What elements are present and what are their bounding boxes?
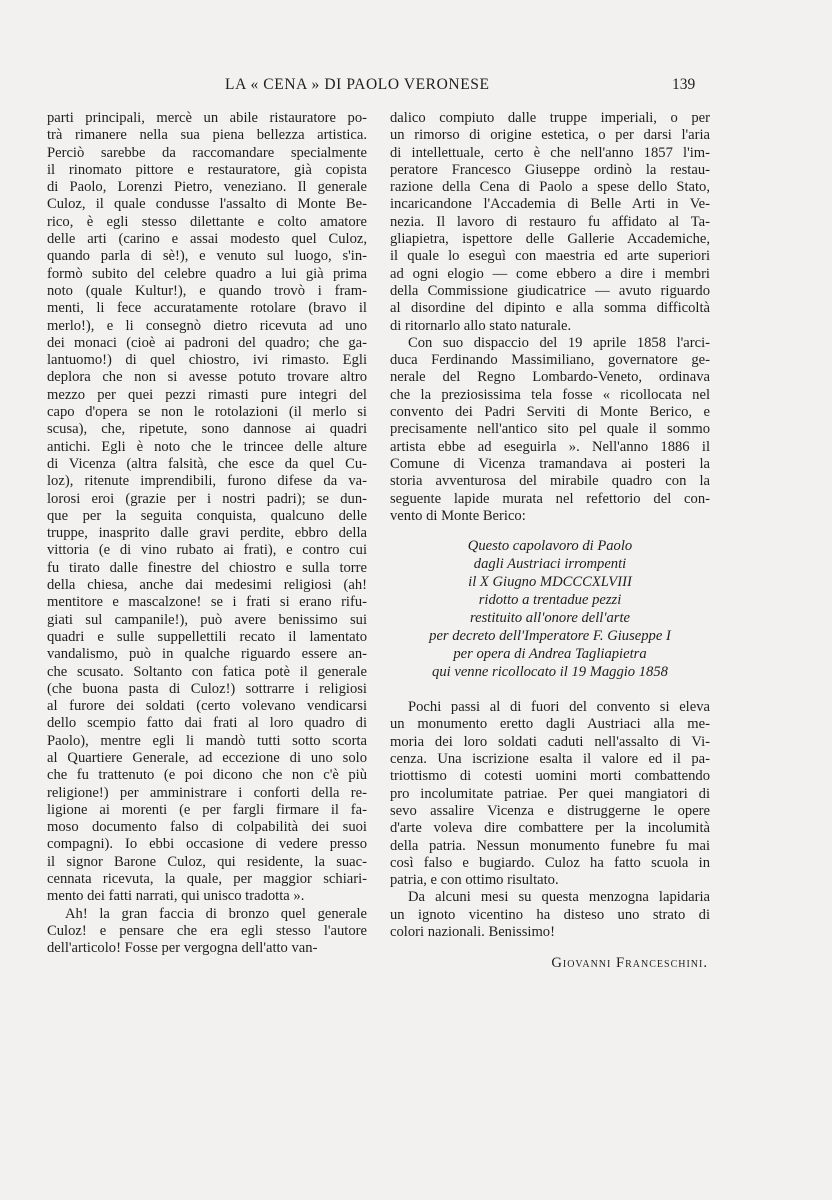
text-line: Paolo), mentre egli li mandò tutti sotto scorta <box>47 732 367 749</box>
text-line: lorosi eroi (grazie per i nostri padri); se dun- <box>47 490 367 507</box>
text-line: al furore dei soldati (certo volevano vendicarsi <box>47 698 367 715</box>
text-line: Ah! la gran faccia di bronzo quel generale <box>65 905 367 922</box>
text-line: fu tirato dalle finestre del chiostro e sulla torre <box>47 559 367 576</box>
text-line: artista ebbe ad eseguirla ». Nell'anno 1886 il <box>390 438 710 455</box>
text-line: al disordine del dipinto e alla somma difficoltà <box>390 300 710 317</box>
text-line: della patria. Nessun monumento funebre fu mai <box>390 837 710 854</box>
text-line: il rinomato pittore e restauratore, già copista <box>47 161 367 178</box>
text-line: lantuomo!) di quel chiostro, ivi rimasto. Egli <box>47 352 367 369</box>
text-line: compagni). Io ebbi occasione di vedere presso <box>47 836 367 853</box>
text-line: che fu trattenuto (e poi dicono che non c'è più <box>47 767 367 784</box>
text-line: di Paolo, Lorenzi Pietro, veneziano. Il generale <box>47 179 367 196</box>
text-line: truppe, inasprito dalle gravi perdite, ebbro della <box>47 525 367 542</box>
text-line: giati sul campanile!), può avere benissimo sui <box>47 611 367 628</box>
text-line: vandalismo, può in qualche riguardo essere an- <box>47 646 367 663</box>
text-line: menti, li fece accuratamente rotolare (bravo il <box>47 300 367 317</box>
text-line: trà rimanere nella sua piena bellezza artistica. <box>47 127 367 144</box>
inscription-line: restituito all'onore dell'arte <box>469 610 630 627</box>
text-line: delle arti (carino e assai modesto quel Culoz, <box>47 231 367 248</box>
text-line: noto (quale Kultur!), e quando trovò i fram- <box>47 282 367 299</box>
text-line: Da alcuni mesi su questa menzogna lapidaria <box>408 889 710 906</box>
text-line: merlo!), e li consegnò dietro ricevuta ad uno <box>47 317 367 334</box>
text-line: religione!) per amministrare i conforti della re- <box>47 784 367 801</box>
text-line: un rimorso di origine estetica, o per darsi l'aria <box>390 127 710 144</box>
text-line: incaricandone l'Accademia di Belle Arti in Ve- <box>390 196 710 213</box>
text-line: un ignoto vicentino ha disteso uno strato di <box>390 906 710 923</box>
page-number: 139 <box>672 76 696 93</box>
text-line: deplora che non si avesse potuto trovare altro <box>47 369 367 386</box>
text-line: patria, e con ottimo risultato. <box>390 872 559 889</box>
text-line: razione della Cena di Paolo a spese dello Stato, <box>390 179 710 196</box>
text-line: scusa), che, ripetute, sono dannose ai quadri <box>47 421 367 438</box>
text-line: di intellettuale, certo è che nell'anno 1857 l'im- <box>390 144 710 161</box>
running-title: LA « CENA » DI PAOLO VERONESE <box>225 76 490 93</box>
text-line: formò subito del celebre quadro a lui già prima <box>47 265 367 282</box>
text-line: capo d'opera se non le rotolazioni (il merlo si <box>47 404 367 421</box>
text-line: dei monaci (cioè ai padroni del quadro; che ga- <box>47 334 367 351</box>
inscription-line: dagli Austriaci irrompenti <box>473 556 627 573</box>
text-line: vittoria (e di vino rubato ai frati), e contro cui <box>47 542 367 559</box>
text-line: pro incolumitate patriae. Per quei mangiatori di <box>390 785 710 802</box>
text-line: peratore Francesco Giuseppe ordinò la restau- <box>390 161 710 178</box>
text-line: di ritornarlo allo stato naturale. <box>390 317 572 334</box>
text-line: loz), ritenute imprendibili, furono difese da va- <box>47 473 367 490</box>
text-line: seguente lapide murata nel refettorio del con- <box>390 490 710 507</box>
text-line: (che buona pasta di Culoz!) sottrarre i religiosi <box>47 680 367 697</box>
right-column-top-text <box>390 110 710 525</box>
text-line: precisamente nell'antico sito pel quale il sommo <box>390 421 710 438</box>
text-line: che scusato. Soltanto con fatica potè il generale <box>47 663 367 680</box>
text-line: dalico compiuto dalle truppe imperiali, o per <box>390 110 710 126</box>
left-column <box>47 110 367 958</box>
text-line: antichi. Egli è noto che le trincee delle alture <box>47 438 367 455</box>
right-column <box>390 110 710 973</box>
text-line: Culoz, il quale condusse l'assalto di Monte Be- <box>47 196 367 213</box>
inscription-line: qui venne ricollocato il 19 Maggio 1858 <box>432 664 668 681</box>
text-line: della chiesa, anche dai medesimi religiosi (ah! <box>47 577 367 594</box>
text-line: Perciò sarebbe da raccomandare specialmente <box>47 144 367 161</box>
text-line: di Vicenza (altra falsità, che esce da quel Cu- <box>47 455 367 472</box>
text-line: mentitore e mascalzone! se i frati si erano rifu- <box>47 594 367 611</box>
right-column-bottom-text <box>390 699 710 941</box>
inscription-line: il X Giugno MDCCCXLVIII <box>468 574 632 591</box>
inscription-line: Questo capolavoro di Paolo <box>467 538 633 555</box>
text-line: nezia. Il lavoro di restauro fu affidato al Ta- <box>390 213 710 230</box>
text-line: nerale del Regno Lombardo-Veneto, ordinava <box>390 369 710 386</box>
text-line: cennata ricevuta, la quale, per maggior schiari- <box>47 871 367 888</box>
text-line: che la preziosissima tela fosse « ricollocata nel <box>390 386 710 403</box>
text-line: que per la seguita conquista, qualcuno delle <box>47 507 367 524</box>
lapide-inscription <box>390 537 710 681</box>
text-line: mezzo per quei pezzi rimasti pure integri del <box>47 386 367 403</box>
text-line: storia avventurosa del mirabile quadro con la <box>390 473 710 490</box>
text-line: convento dei Padri Serviti di Monte Berico, e <box>390 404 710 421</box>
text-line: ligione ai morenti (e per fargli firmare il fa- <box>47 801 367 818</box>
text-line: sevo assalire Vicenza e distruggerne le opere <box>390 802 710 819</box>
text-line: moso documento falso di colpabilità dei suoi <box>47 819 367 836</box>
text-line: moria dei loro soldati caduti nell'assalto di Vi- <box>390 733 710 750</box>
text-line: parti principali, mercè un abile ristauratore po- <box>47 110 367 126</box>
running-head <box>0 76 832 96</box>
text-line: al Quartiere Generale, ad eccezione di uno solo <box>47 749 367 766</box>
text-line: duca Ferdinando Massimiliano, governatore ge- <box>390 352 710 369</box>
author-signature: Giovanni Franceschini. <box>551 955 708 972</box>
text-line: un monumento eretto dagli Austriaci alla me- <box>390 716 710 733</box>
text-line: dello scempio fatto dai frati al loro quadro di <box>47 715 367 732</box>
text-line: rico, è egli stesso dilettante e colto amatore <box>47 213 367 230</box>
text-line: Con suo dispaccio del 19 aprile 1858 l'arci- <box>408 334 710 351</box>
text-line: vento di Monte Berico: <box>390 507 526 524</box>
text-line: quando parla di sè!), e venuto sul luogo, s'in- <box>47 248 367 265</box>
inscription-line: per opera di Andrea Tagliapietra <box>453 646 647 663</box>
text-line: mento dei fatti narrati, qui unisco tradotta ». <box>47 888 305 905</box>
text-line: colori nazionali. Benissimo! <box>390 923 555 940</box>
text-line: cenza. Una iscrizione esalta il valore ed il pa- <box>390 751 710 768</box>
text-line: triottismo di cotesti uomini morti combattendo <box>390 768 710 785</box>
inscription-line: ridotto a trentadue pezzi <box>478 592 622 609</box>
text-line: il quale lo eseguì con maestria ed arte superiori <box>390 248 710 265</box>
text-line: il signor Barone Culoz, qui residente, la suac- <box>47 853 367 870</box>
text-line: quadri e sulle suppellettili recato il lamentato <box>47 628 367 645</box>
text-line: così falso e bugiardo. Culoz ha fatto scuola in <box>390 854 710 871</box>
text-line: della Commissione giudicatrice — avuto riguardo <box>390 282 710 299</box>
text-line: Comune di Vicenza tramandava ai posteri la <box>390 455 710 472</box>
inscription-line: per decreto dell'Imperatore F. Giuseppe I <box>429 628 671 645</box>
text-line: Pochi passi al di fuori del convento si eleva <box>408 699 710 716</box>
text-line: d'arte voleva dire combattere per la incolumità <box>390 820 710 837</box>
text-line: Culoz! e pensare che era egli stesso l'autore <box>47 922 367 939</box>
text-line: dell'articolo! Fosse per vergogna dell'atto van- <box>47 940 318 957</box>
text-line: gliapietra, ispettore delle Gallerie Accademiche, <box>390 231 710 248</box>
text-line: ad ogni elogio — come ebbero a dire i membri <box>390 265 710 282</box>
